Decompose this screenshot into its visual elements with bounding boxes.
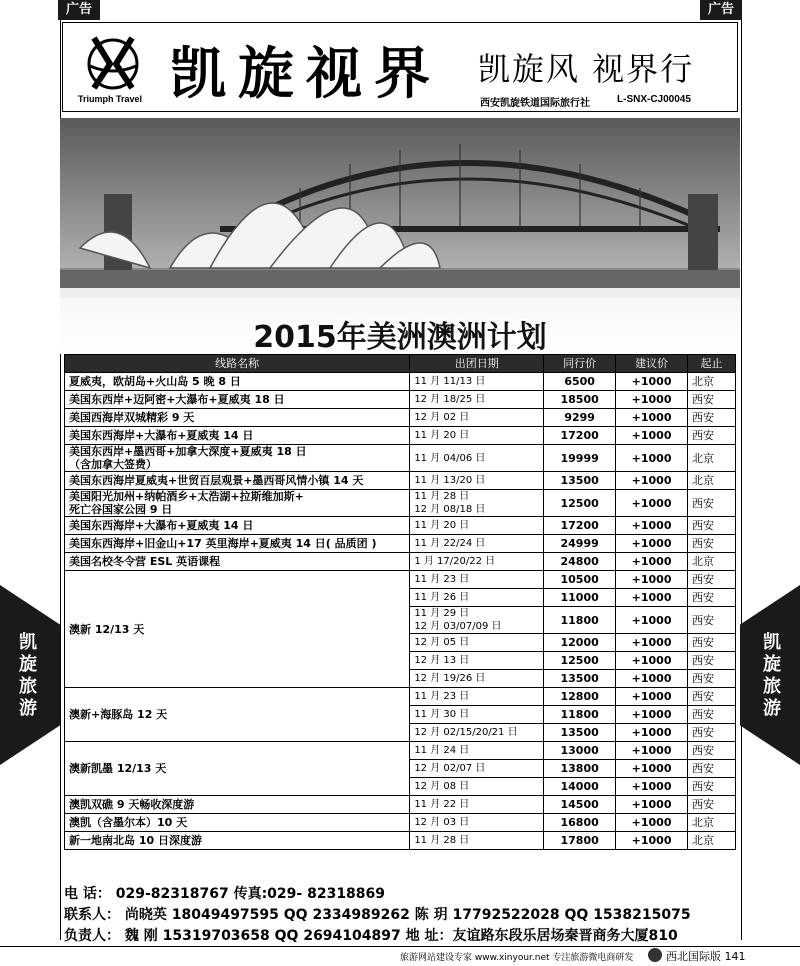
peer-price: 24800: [544, 553, 616, 571]
depart-city: 西安: [688, 517, 736, 535]
contact-manager-address: 负责人： 魏 刚 15319703658 QQ 2694104897 地 址：友谊路东段乐居场秦晋商务大厦810: [64, 928, 678, 944]
route-name: 澳凯双礁 9 天畅收深度游: [65, 796, 410, 814]
slogan: 凯旋风 视界行: [478, 50, 695, 88]
table-row: [65, 688, 736, 706]
depart-city: 西安: [688, 490, 736, 517]
footer-badge-icon: [648, 948, 662, 962]
depart-city: 北京: [688, 472, 736, 490]
depart-city: 西安: [688, 391, 736, 409]
peer-price: 12800: [544, 688, 616, 706]
suggest-price: +1000: [616, 688, 688, 706]
route-name: 澳新 12/13 天: [65, 571, 410, 688]
col-route: 线路名称: [65, 355, 410, 373]
table-row: [65, 571, 736, 589]
suggest-price: +1000: [616, 607, 688, 634]
departure-date: 12 月 02 日: [410, 409, 544, 427]
peer-price: 11800: [544, 607, 616, 634]
table-row: [65, 472, 736, 490]
route-name: 美国东西岸+墨西哥+加拿大深度+夏威夷 18 日 （含加拿大签费）: [65, 445, 410, 472]
departure-date: 11 月 29 日 12 月 03/07/09 日: [410, 607, 544, 634]
peer-price: 11000: [544, 589, 616, 607]
table-row: [65, 814, 736, 832]
departure-date: 12 月 05 日: [410, 634, 544, 652]
peer-price: 11800: [544, 706, 616, 724]
depart-city: 西安: [688, 571, 736, 589]
footer-page: 西北国际版 141: [666, 950, 746, 963]
departure-date: 12 月 18/25 日: [410, 391, 544, 409]
footer-divider: [0, 946, 800, 947]
agency-name: 西安凯旋铁道国际旅行社: [480, 98, 590, 109]
table-body: [65, 373, 736, 850]
route-name: 美国东西海岸+大瀑布+夏威夷 14 日: [65, 427, 410, 445]
ad-tag-left: 广告: [58, 0, 100, 20]
route-name: 美国名校冬令营 ESL 英语课程: [65, 553, 410, 571]
departure-date: 11 月 23 日: [410, 688, 544, 706]
depart-city: 西安: [688, 742, 736, 760]
table-row: [65, 796, 736, 814]
suggest-price: +1000: [616, 472, 688, 490]
depart-city: 西安: [688, 652, 736, 670]
peer-price: 9299: [544, 409, 616, 427]
suggest-price: +1000: [616, 571, 688, 589]
departure-date: 11 月 04/06 日: [410, 445, 544, 472]
peer-price: 14500: [544, 796, 616, 814]
suggest-price: +1000: [616, 427, 688, 445]
suggest-price: +1000: [616, 670, 688, 688]
route-name: 美国西海岸双城精彩 9 天: [65, 409, 410, 427]
suggest-price: +1000: [616, 391, 688, 409]
triumph-logo-icon: [80, 30, 146, 92]
departure-date: 12 月 02/07 日: [410, 760, 544, 778]
suggest-price: +1000: [616, 373, 688, 391]
table-header-row: [65, 355, 736, 373]
peer-price: 10500: [544, 571, 616, 589]
suggest-price: +1000: [616, 724, 688, 742]
peer-price: 13500: [544, 472, 616, 490]
route-name: 澳凯（含墨尔本）10 天: [65, 814, 410, 832]
peer-price: 24999: [544, 535, 616, 553]
side-text-right: 凯旋旅游: [763, 632, 781, 719]
table-row: [65, 391, 736, 409]
peer-price: 13000: [544, 742, 616, 760]
suggest-price: +1000: [616, 535, 688, 553]
suggest-price: +1000: [616, 634, 688, 652]
departure-date: 11 月 13/20 日: [410, 472, 544, 490]
depart-city: 西安: [688, 706, 736, 724]
route-name: 美国东西海岸+大瀑布+夏威夷 14 日: [65, 517, 410, 535]
departure-date: 12 月 19/26 日: [410, 670, 544, 688]
peer-price: 12000: [544, 634, 616, 652]
peer-price: 13500: [544, 724, 616, 742]
col-city: 起止: [688, 355, 736, 373]
depart-city: 西安: [688, 670, 736, 688]
suggest-price: +1000: [616, 832, 688, 850]
peer-price: 17200: [544, 427, 616, 445]
depart-city: 北京: [688, 832, 736, 850]
suggest-price: +1000: [616, 796, 688, 814]
suggest-price: +1000: [616, 445, 688, 472]
route-name: 澳新+海豚岛 12 天: [65, 688, 410, 742]
depart-city: 西安: [688, 607, 736, 634]
brand-en: Triumph Travel: [78, 94, 143, 104]
table-row: [65, 409, 736, 427]
contact-people: 联系人： 尚晓英 18049497595 QQ 2334989262 陈 玥 17792522028 QQ 1538215075: [64, 907, 691, 923]
peer-price: 16800: [544, 814, 616, 832]
departure-date: 12 月 08 日: [410, 778, 544, 796]
peer-price: 12500: [544, 490, 616, 517]
departure-date: 11 月 11/13 日: [410, 373, 544, 391]
departure-date: 11 月 30 日: [410, 706, 544, 724]
route-name: 美国东西海岸+旧金山+17 英里海岸+夏威夷 14 日( 品质团 ): [65, 535, 410, 553]
peer-price: 17800: [544, 832, 616, 850]
depart-city: 北京: [688, 814, 736, 832]
route-name: 美国阳光加州+纳帕酒乡+太浩湖+拉斯维加斯+ 死亡谷国家公园 9 日: [65, 490, 410, 517]
main-title: 2015年美洲澳洲计划: [253, 320, 547, 355]
depart-city: 西安: [688, 778, 736, 796]
route-name: 夏威夷，欧胡岛+火山岛 5 晚 8 日: [65, 373, 410, 391]
col-peer-price: 同行价: [544, 355, 616, 373]
depart-city: 北京: [688, 373, 736, 391]
departure-date: 11 月 26 日: [410, 589, 544, 607]
brand-cn-calligraphy: 凯旋视界: [170, 41, 442, 107]
peer-price: 19999: [544, 445, 616, 472]
suggest-price: +1000: [616, 589, 688, 607]
depart-city: 西安: [688, 796, 736, 814]
depart-city: 西安: [688, 535, 736, 553]
route-name: 澳新凯墨 12/13 天: [65, 742, 410, 796]
suggest-price: +1000: [616, 652, 688, 670]
departure-date: 11 月 28 日 12 月 08/18 日: [410, 490, 544, 517]
depart-city: 西安: [688, 427, 736, 445]
contact-phone: 电 话： 029-82318767 传真:029- 82318869: [64, 886, 386, 902]
peer-price: 6500: [544, 373, 616, 391]
departure-date: 11 月 20 日: [410, 427, 544, 445]
suggest-price: +1000: [616, 409, 688, 427]
ad-tag-right: 广告: [700, 0, 742, 20]
suggest-price: +1000: [616, 553, 688, 571]
footer-text: 旅游网站建设专家 www.xinyour.net 专注旅游微电商研发: [400, 953, 634, 963]
license-number: L-SNX-CJ00045: [617, 94, 691, 105]
departure-date: 1 月 17/20/22 日: [410, 553, 544, 571]
depart-city: 西安: [688, 634, 736, 652]
depart-city: 西安: [688, 409, 736, 427]
table-row: [65, 535, 736, 553]
departure-date: 11 月 23 日: [410, 571, 544, 589]
suggest-price: +1000: [616, 760, 688, 778]
depart-city: 西安: [688, 760, 736, 778]
table-row: [65, 742, 736, 760]
departure-date: 12 月 03 日: [410, 814, 544, 832]
peer-price: 12500: [544, 652, 616, 670]
depart-city: 西安: [688, 724, 736, 742]
table-row: [65, 490, 736, 517]
departure-date: 11 月 28 日: [410, 832, 544, 850]
depart-city: 北京: [688, 553, 736, 571]
col-date: 出团日期: [410, 355, 544, 373]
depart-city: 北京: [688, 445, 736, 472]
suggest-price: +1000: [616, 814, 688, 832]
table-row: [65, 427, 736, 445]
departure-date: 11 月 22 日: [410, 796, 544, 814]
table-row: [65, 553, 736, 571]
peer-price: 13500: [544, 670, 616, 688]
departure-date: 12 月 02/15/20/21 日: [410, 724, 544, 742]
suggest-price: +1000: [616, 517, 688, 535]
depart-city: 西安: [688, 589, 736, 607]
table-row: [65, 832, 736, 850]
depart-city: 西安: [688, 688, 736, 706]
routes-table: [64, 354, 736, 850]
suggest-price: +1000: [616, 742, 688, 760]
peer-price: 13800: [544, 760, 616, 778]
departure-date: 11 月 22/24 日: [410, 535, 544, 553]
departure-date: 11 月 20 日: [410, 517, 544, 535]
table-row: [65, 445, 736, 472]
departure-date: 11 月 24 日: [410, 742, 544, 760]
peer-price: 14000: [544, 778, 616, 796]
suggest-price: +1000: [616, 706, 688, 724]
suggest-price: +1000: [616, 490, 688, 517]
departure-date: 12 月 13 日: [410, 652, 544, 670]
table-row: [65, 517, 736, 535]
route-name: 美国东西岸+迈阿密+大瀑布+夏威夷 18 日: [65, 391, 410, 409]
col-suggest-price: 建议价: [616, 355, 688, 373]
side-text-left: 凯旋旅游: [19, 632, 37, 719]
contact-block: [64, 884, 691, 947]
suggest-price: +1000: [616, 778, 688, 796]
route-name: 美国东西海岸夏威夷+世贸百层观景+墨西哥风情小镇 14 天: [65, 472, 410, 490]
route-name: 新一地南北岛 10 日深度游: [65, 832, 410, 850]
table-row: [65, 373, 736, 391]
peer-price: 18500: [544, 391, 616, 409]
peer-price: 17200: [544, 517, 616, 535]
